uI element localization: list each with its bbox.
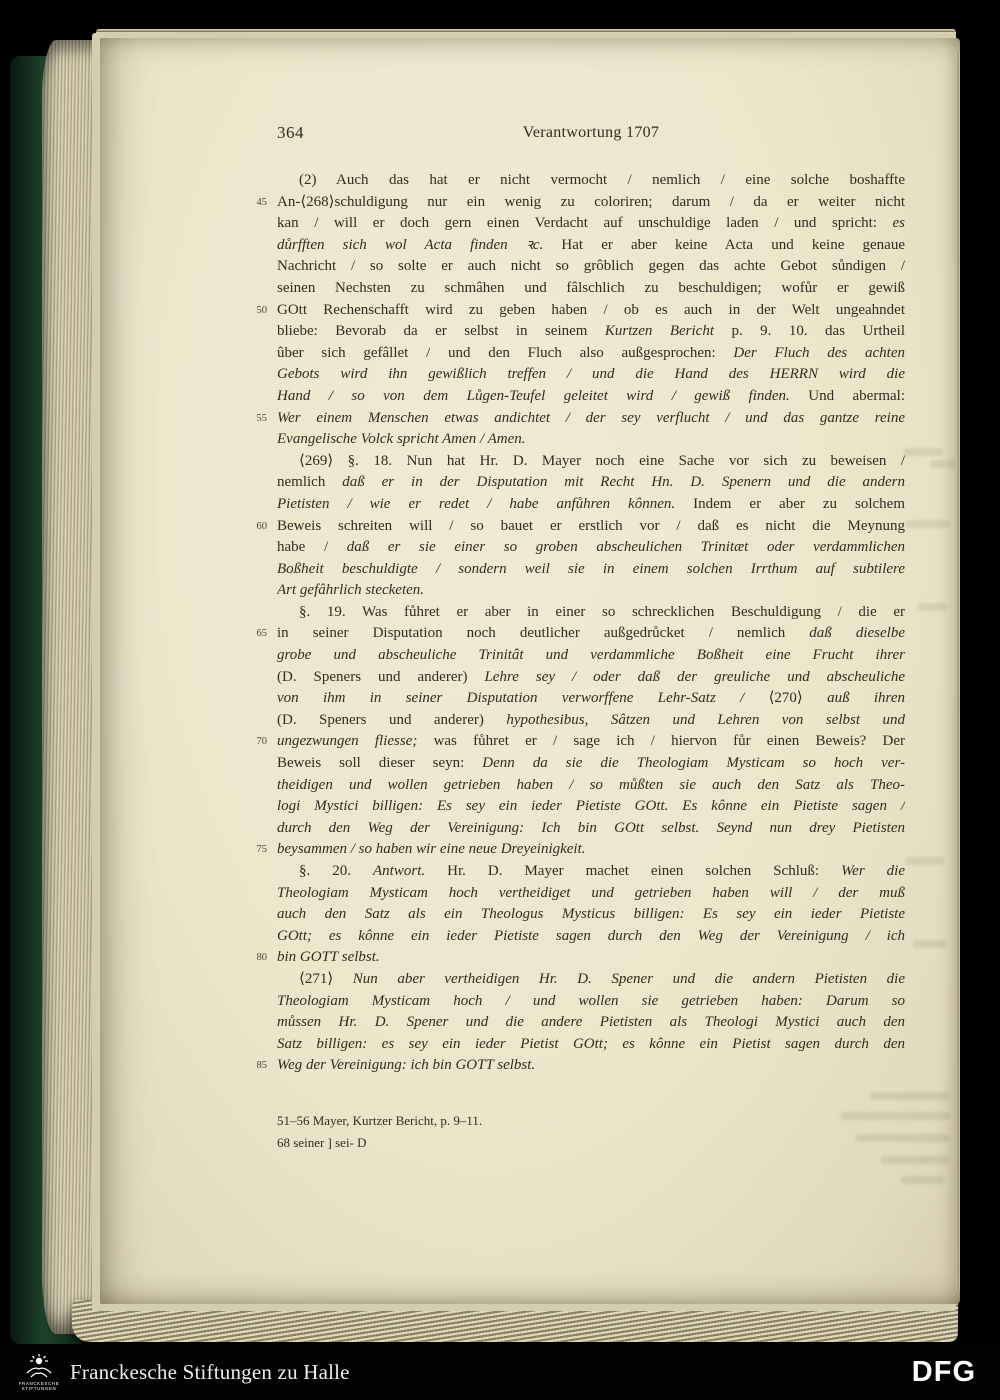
scanned-page [100, 38, 960, 1304]
bleed-through-smudge [905, 520, 950, 528]
line-text: Theologiam Mysticam hoch vertheidiget und getrieben haben will / der muß [277, 884, 905, 901]
text-line [277, 213, 905, 235]
bleed-through-smudge [903, 448, 943, 456]
line-text: Beweis soll dieser seyn: Denn da sie die Theologiam Mysticam so hoch ver- [277, 755, 905, 772]
bleed-through-smudge [870, 1092, 950, 1100]
text-line [277, 710, 905, 732]
line-text: Nachricht / so solte er auch nicht so grôblich gegen das achte Gebot sůndigen / [277, 258, 905, 275]
bleed-through-smudge [840, 1112, 950, 1120]
text-line [277, 537, 905, 559]
page-number: 364 [277, 123, 304, 142]
text-line [256, 300, 905, 322]
line-number: 75 [256, 844, 267, 856]
text-line [277, 667, 905, 689]
bleed-through-smudge [918, 603, 948, 611]
text-line [277, 602, 905, 624]
text-line [277, 775, 905, 797]
franckesche-eagle-sun-icon [24, 1353, 54, 1381]
line-text: in seiner Disputation noch deutlicher außgedrůcket / nemlich daß dieselbe [277, 625, 905, 642]
line-text: habe / daß er sie einer so groben abscheulichen Trinitæt oder verdammlichen [277, 539, 905, 556]
line-text: logi Mystici billigen: Es sey ein ieder Pietiste GOtt. Es kônne ein Pietiste sagen / [277, 798, 905, 815]
text-line [256, 731, 905, 753]
line-text: (2) Auch das hat er nicht vermocht / nemlich / eine solche boshaffte [299, 172, 905, 188]
line-text: důrfften sich wol Acta finden ꝛc. Hat er aber keine Acta und keine genaue [277, 236, 905, 253]
footnote: 51–56 Mayer, Kurtzer Bericht, p. 9–11. [277, 1113, 483, 1128]
line-text: Pietisten / wie er redet / habe anfůhren kônnen. Indem er aber zu solchem [277, 495, 905, 512]
line-text: bliebe: Bevorab da er selbst in seinem Kurtzen Bericht p. 9. 10. das Urtheil [277, 323, 905, 340]
bleed-through-smudge [880, 1156, 950, 1164]
dfg-logo: DFG [911, 1355, 976, 1388]
digitisation-footer [0, 1344, 1000, 1400]
line-text: (D. Speners und anderer) Lehre sey / oder daß der greuliche und abscheuliche [277, 668, 905, 685]
text-line [277, 256, 905, 278]
line-text: Gebots wird ihn gewißlich treffen / und die Hand des HERRN wird die [277, 366, 905, 383]
line-text: §. 19. Was fůhret er aber in einer so schrecklichen Beschuldigung / die er [299, 603, 905, 620]
line-text: durch den Weg der Vereinigung: Ich bin GOtt selbst. Seynd nun drey Pietisten [277, 819, 905, 836]
text-line [256, 408, 905, 430]
line-text: ungezwungen fliesse; was fůhret er / sage ich / hiervon fůr einen Beweis? Der [277, 733, 905, 750]
bleed-through-smudge [905, 857, 945, 865]
text-line [277, 278, 905, 300]
line-text: ⟨269⟩ §. 18. Nun hat Hr. D. Mayer noch eine Sache vor sich zu beweisen / [299, 452, 905, 469]
text-line [256, 1055, 905, 1077]
line-text: můssen Hr. D. Spener und die andere Pietisten als Theologi Mystici auch den [277, 1014, 905, 1031]
text-block [256, 170, 905, 1077]
line-number: 45 [256, 196, 267, 208]
text-line [277, 451, 905, 473]
line-text: Wer einem Menschen etwas andichtet / der sey verflucht / und das gantze reine [277, 409, 905, 426]
running-title: Verantwortung 1707 [522, 124, 660, 141]
franckesche-logo [18, 1353, 60, 1392]
text-line [277, 1034, 905, 1056]
logo-micro-text: STIFTUNGEN [21, 1386, 57, 1391]
text-line [277, 559, 905, 581]
line-number: 55 [256, 412, 267, 424]
line-text: §. 20. Antwort. Hr. D. Mayer machet einen solchen Schluß: Wer die [299, 863, 905, 879]
text-line [277, 235, 905, 257]
bleed-through-smudge [930, 460, 956, 468]
text-line [277, 861, 905, 883]
line-number: 85 [256, 1060, 267, 1072]
line-text: Beweis schreiten will / so bauet er erstlich vor / daß es nicht die Meynung [277, 517, 905, 534]
text-line [277, 796, 905, 818]
line-text: seinen Nechsten zu schmâhen und fâlschlich zu beschuldigen; wofůr er gewiß [277, 279, 905, 296]
text-line [277, 1012, 905, 1034]
text-line [277, 753, 905, 775]
text-line [256, 623, 905, 645]
line-number: 50 [256, 304, 267, 316]
library-name: Franckesche Stiftungen zu Halle [70, 1359, 350, 1384]
text-line [277, 645, 905, 667]
line-text: theidigen und wollen getrieben haben / so můßten sie auch den Satz als Theo- [277, 776, 905, 793]
text-line [277, 904, 905, 926]
line-text: GOtt; es kônne ein ieder Pietiste sagen durch den Weg der Vereinigung / ich [277, 927, 905, 944]
line-text: kan / will er doch gern einen Verdacht auf unschuldige laden / und spricht: es [277, 215, 905, 232]
bleed-through-smudge [900, 1176, 945, 1184]
line-number: 65 [256, 628, 267, 640]
line-text: Weg der Vereinigung: ich bin GOTT selbst. [277, 1057, 536, 1074]
text-line [277, 494, 905, 516]
line-text: Art gefâhrlich stecketen. [277, 582, 425, 599]
text-line [256, 516, 905, 538]
text-line [277, 170, 905, 192]
footnotes [277, 1110, 482, 1153]
text-line [277, 818, 905, 840]
line-text: auch den Satz als ein Theologus Mysticus billigen: Es sey ein ieder Pietiste [277, 906, 905, 923]
line-text: nemlich daß er in der Disputation mit Recht Hn. D. Spenern und die andern [277, 474, 905, 491]
line-text: grobe und abscheuliche Trinitât und verdammliche Boßheit eine Frucht ihrer [277, 647, 905, 664]
line-text: (D. Speners und anderer) hypothesibus, Sâtzen und Lehren von selbst und [277, 711, 905, 728]
bleed-through-smudge [855, 1134, 950, 1142]
text-line [277, 580, 905, 602]
text-line [277, 343, 905, 365]
text-line [277, 429, 905, 451]
line-text: ûber sich gefâllet / und den Fluch also außgesprochen: Der Fluch des achten [277, 344, 905, 361]
line-text: von ihm in seiner Disputation verworffene Lehr-Satz / ⟨270⟩ auß ihren [277, 690, 905, 707]
line-text: Evangelische Volck spricht Amen / Amen. [277, 431, 526, 448]
text-line [277, 364, 905, 386]
line-text: An-⟨268⟩schuldigung nur ein wenig zu coloriren; darum / da er weiter nicht [277, 193, 905, 210]
text-line [256, 192, 905, 214]
line-text: Theologiam Mysticam hoch / und wollen sie getrieben haben: Darum so [277, 992, 905, 1009]
line-text: ⟨271⟩ Nun aber vertheidigen Hr. D. Spener und die andern Pietisten die [299, 970, 905, 987]
text-line [277, 472, 905, 494]
text-line [277, 969, 905, 991]
text-line [277, 688, 905, 710]
line-number: 60 [256, 520, 267, 532]
logo-micro-text: FRANCKESCHE [18, 1380, 60, 1386]
line-number: 80 [256, 952, 267, 964]
line-text: beysammen / so haben wir eine neue Dreyeinigkeit. [277, 841, 586, 858]
text-line [256, 947, 905, 969]
text-line [277, 883, 905, 905]
line-text: Hand / so von dem Lůgen-Teufel geleitet wird / gewiß finden. Und abermal: [277, 387, 905, 404]
text-line [277, 926, 905, 948]
line-text: bin GOTT selbst. [277, 949, 380, 966]
footnote: 68 seiner ] sei- D [277, 1134, 367, 1150]
line-number: 70 [256, 736, 267, 748]
line-text: Satz billigen: es sey ein ieder Pietist GOtt; es kônne ein Pietist sagen durch den [277, 1035, 905, 1052]
text-line [277, 991, 905, 1013]
line-text: GOtt Rechenschafft wird zu geben haben / ob es auch in der Welt ungeahndet [277, 301, 905, 318]
text-line [277, 386, 905, 408]
bleed-through-smudge [912, 940, 947, 948]
text-line [256, 839, 905, 861]
line-text: Boßheit beschuldigte / sondern weil sie in einem solchen Irrthum auf subtilere [277, 560, 905, 577]
text-line [277, 321, 905, 343]
page-edge-right [956, 52, 960, 1290]
